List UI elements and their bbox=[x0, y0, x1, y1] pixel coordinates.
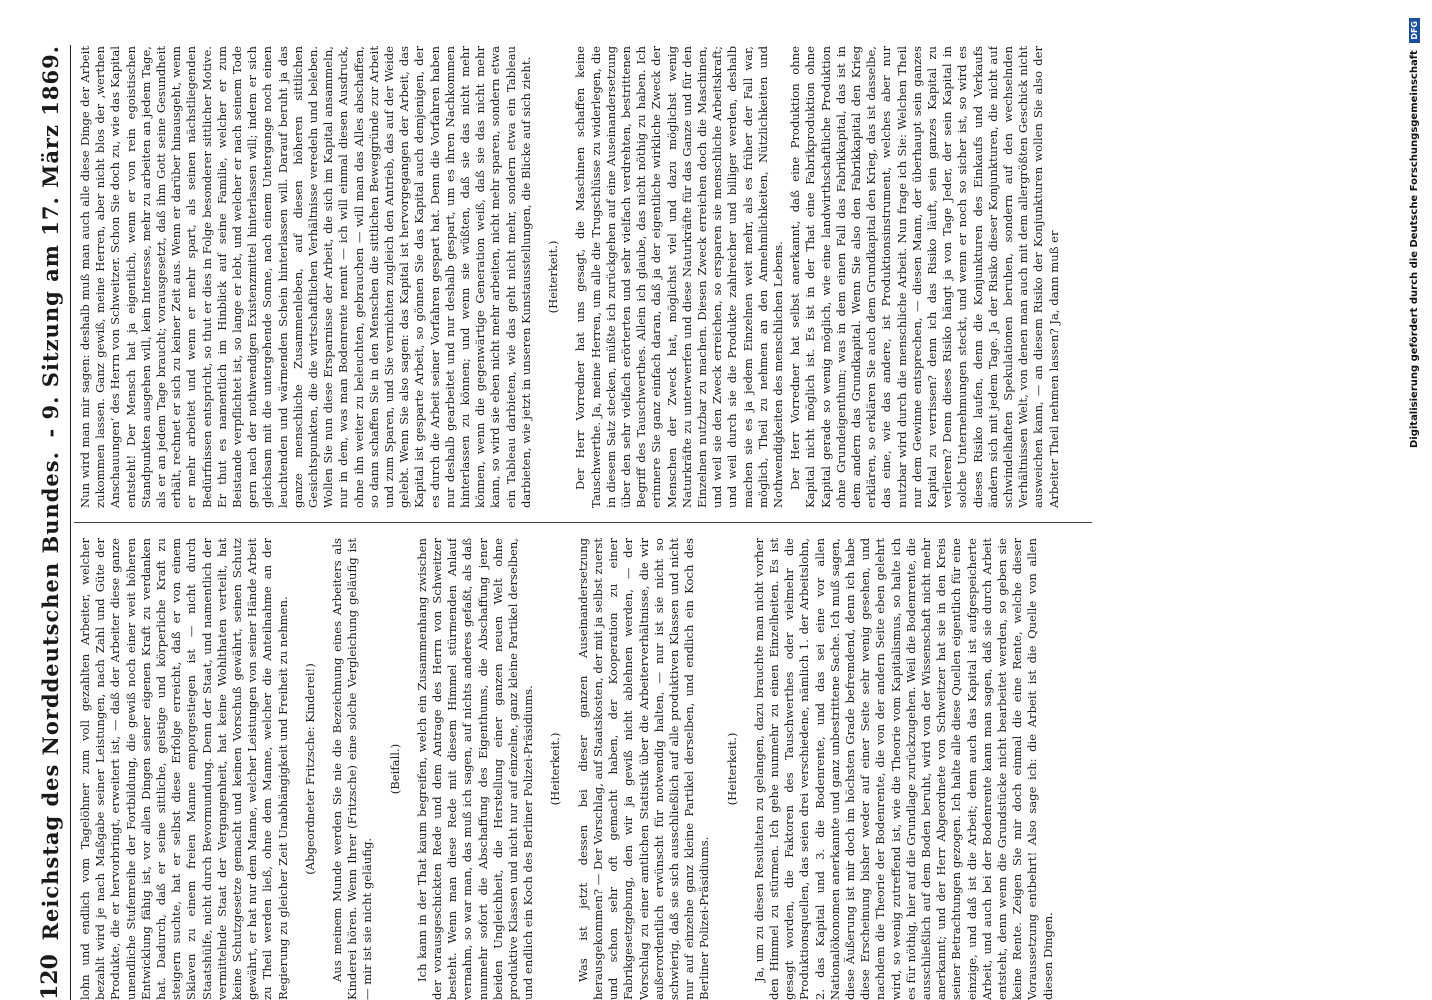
paragraph: Was ist jetzt dessen bei dieser ganzen Auseinandersetzung herausgekommen? — Der Vorschlag, auf Staatskosten, der mit ja selbst zuerst und schon sehr oft gemacht haben, der Kooperation zu einer Fabrikgesetzgebung, den wir ja gewiß nicht ablehnen werden, — der Vorschlag zu einer amtlichen Statistik über die Arbeiterverhältnisse, die wir außerordentlich erwünscht für notwendig halten, — nur ist sie nicht so schwierig, daß sie sich ausschließlich auf alle produktiven Klassen und nicht nur auf einzelne ganz kleine Partikel derselben, und endlich ein Koch des Berliner Polizei-Präsidiums. bbox=[575, 538, 712, 1000]
digitization-footer bbox=[1396, 0, 1432, 1000]
dfg-logo-icon: DFG bbox=[1409, 18, 1420, 43]
paragraph: Der Herr Vorredner hat selbst anerkannt, daß eine Produktion ohne Kapital nicht möglich ist. Es ist in der That eine Fabrikproduktion ohne Kapital gerade so wenig möglich, wie eine landwirthschaftliche Produktion ohne Grundeigenthum; was in dem einen Fall das Fabrikkapital, das ist in dem andern das Grundkapital. Wenn Sie also den Fabrikkapital den Krieg erklären, so erklären Sie auch dem Grundkapital den Krieg, das ist dasselbe, das eine, wie das andere, ist Produktionsinstrument, welches aber nur nutzbar wird durch die menschliche Arbeit. Nun frage ich Sie: Welchen Theil nur dem Gewinne entsprechen, — diesen Mann, der überhaupt sein ganzes Kapital zu verrissen? denn ich das Risiko läuft, sein ganzes Kapital zu verlieren? Denn dieses Risiko hängt ja von Tage Jeder, der sein Kapital in solche Unternehmungen steckt, und wenn er noch so sicher ist, so wird es dieses Risiko laufen, denn die Konjunkturen des Einkaufs und Verkaufs ändern sich mit jedem Tage. Ja der Risiko dieser Konjunkturen, die nicht auf schwindelhaften Spekulationen beruhen, sondern auf den wechselnden Verhältnissen Welt, von denen man auch mit dem allergrößten Geschick nicht ausweichen kann, — an diesem Risiko der Konjunkturen wollen Sie also der Arbeiter Theil nehmen lassen? Ja, dann muß er bbox=[788, 46, 1061, 508]
interjection: (Heiterkeit.) bbox=[724, 732, 739, 806]
left-column bbox=[78, 538, 1092, 1000]
paragraph: Aus meinem Munde werden Sie nie die Bezeichnung eines Arbeiters als Kinderei hören. Wenn Ihrer (Fritzsche) eine solche Vergleichung geläufig ist — mir ist sie nicht geläufig. bbox=[330, 538, 375, 1000]
footer-credit-text: Digitalisierung gefördert durch die Deutsche Forschungsgemeinschaft bbox=[1408, 50, 1420, 449]
interjection: (Heiterkeit.) bbox=[546, 240, 561, 314]
running-head-right: - 9. Sitzung am 17. März 1869. bbox=[37, 45, 63, 438]
interjection: (Abgeordneter Fritzsche: Kinderei!) bbox=[302, 663, 317, 875]
interjection: (Beifall.) bbox=[387, 743, 402, 795]
interjection: (Heiterkeit.) bbox=[548, 732, 563, 806]
page-content bbox=[30, 45, 1092, 1000]
page-number: 120 bbox=[37, 954, 63, 1000]
footer-inner bbox=[1396, 0, 1432, 1000]
paragraph: Ich kann in der That kaum begreifen, welch ein Zusammenhang zwischen der vorausgeschickten Rede und dem Antrage des Herrn von Schweitzer besteht. Wenn man diese Rede mit diesem Himmel stürmenden Anlauf vernahm, so war man, das muß ich sagen, auf nichts anderes gefaßt, als daß nunmehr sofort die Abschaffung des Eigenthums, die Abschaffung jener beiden Ungleichheit, die Herstellung einer ganzen neuen Welt ohne produktive Klassen und nicht nur auf einzelne, ganz kleine Partikel derselben, und endlich ein Koch des Berliner Polizei-Präsidiums. bbox=[414, 538, 536, 1000]
column-divider bbox=[74, 522, 1092, 523]
page-header bbox=[30, 45, 71, 1000]
paragraph: lohn und endlich vom Tagelöhner zum voll gezahlten Arbeiter, welcher bezahlt wird je nach Maßgabe seiner Leistungen, nach Zahl und Güte der Produkte, die er hervorbringt, erweitert ist, — daß der Arbeiter diese ganze unendliche Stufenreihe der Fortbildung, die gewiß noch einer weit höheren Entwicklung fähig ist, vor allen Dingen seiner eigenen Kraft zu verdanken hat. Dadurch, daß er seine sittliche, geistige und körperliche Kraft zu steigern suchte, hat er selbst diese Erfolge erreicht, daß er von einem Sklaven zu einem freien Manne emporgestiegen ist — nicht durch Staatshülfe, nicht durch Bevormundung. Denn der Staat, und namentlich der vermittelnde Staat der Vergangenheit, hat keine Wohlthaten verteilt, hat keine Schutzgesetze gemacht und keinen Vorschuß gewährt, seinen Schutz gewährt, er hat nur dem Manne, welcher Leistungen von seiner Hände Arbeit zu Theil werden ließ, ohne dem Manne, welcher die Anteilnahme an der Regierung zu gleicher Zeit Unabhängigkeit und Freiheit zu nehmen. bbox=[78, 538, 290, 1000]
right-column bbox=[78, 46, 1092, 508]
rotated-page bbox=[30, 45, 1092, 1000]
paragraph: Der Herr Vorredner hat uns gesagt, die Maschinen schaffen keine Tauschwerthe. Ja, meine Herren, um alle die Trugschlüsse zu widerlegen, die in diesem Satz stecken, müßte ich zurückgehen auf eine Auseinandersetzung über den sehr vielfach erörterten und sehr vielfach verdrehten, bestrittenen Begriff des Tauschwerthes. Allein ich glaube, das nicht nöthig zu haben. Ich erinnere Sie ganz einfach daran, daß ja der eigentliche wirkliche Zweck der Menschen der Zweck hat, möglichst viel und dazu möglichst wenig Naturkräfte zu unterwerfen und diese Naturkräfte für das Ganze und für den Einzelnen nutzbar zu machen. Diesen Zweck erreichen doch die Maschinen, und weil sie den Zweck erreichen, so ersparen sie menschliche Arbeitskraft; und weil durch sie die Produkte zahlreicher und billiger werden, deshalb machen sie es ja jedem Einzelnen weit mehr, als es früher der Fall war, möglich, Theil zu nehmen an den Annehmlichkeiten, Nützlichkeiten und Nothwendigkeiten des menschlichen Lebens. bbox=[573, 46, 785, 508]
paragraph: Nun wird man mir sagen: deshalb muß man auch alle diese Dinge der Arbeit zukommen lassen. Ganz gewiß, meine Herren, aber nicht blos der ‚werthen Anschauungen‘ des Herrn von Schweitzer. Schon Sie doch zu, wie das Kapital entsteht! Der Mensch hat ja eigentlich, wenn er von rein egoistischen Standpunkten ausgehen will, kein Interesse, mehr zu arbeiten an jedem Tage, als er an jedem Tage braucht; vorausgesetzt, daß ihm Gott seine Gesundheit erhält, rechnet er sich zu keiner Zeit aus. Wenn er darüber hinausgeht, wenn er mehr arbeitet und wenn er mehr spart, als seinen nächstliegenden Bedürfnissen entspricht, so thut er dies in Folge besonderer sittlicher Motive. Er thut es namentlich im Hinblick auf seine Familie, welcher er zum Beistande verpflichtet ist, so lange er lebt, und welcher er nach seinem Tode gern nach der nothwendigen Existenzmittel hinterlassen will; indem er sich gleichsam mit die untergehende Sonne, nach einem Untergange noch einen leuchtenden und wärmenden Schein hinterlassen will. Darauf beruht ja das ganze menschliche Zusammenleben, auf diesen höheren sittlichen Gesichtspunkten, die die wirtschaftlichen Verhältnisse veredeln und beleben. Wollen Sie nun diese Ersparnisse der Arbeit, die sich im Kapital ansammeln, nur in dem, was man Bodenrente nennt — ich will einmal diesen Ausdruck, ohne ihn weiter zu beleuchten, gebrauchen — will man das Alles abschaffen, so dann schaffen Sie in den Menschen die sittlichen Beweggründe zur Arbeit und zum Sparen, und Sie vernichten zugleich den Antrieb, das auf der Weide gelebt. Wenn Sie also sagen: das Kapital ist hervorgegangen der Arbeit, das Kapital ist gesparte Arbeit, so gönnen Sie das Kapital auch demjenigen, der es durch die Arbeit seiner Vorfahren gespart hat. Denn die Vorfahren haben nur deshalb gearbeitet und nur deshalb gespart, um es ihren Nachkommen hinterlassen zu können; und wenn sie wüßten, daß sie das nicht mehr können, wenn die gegenwärtige Generation weiß, daß sie das nicht mehr kann, so wird sie eben nicht mehr arbeiten, nicht mehr sparen, sondern etwa ein Tableau darbieten, wie das geht nicht mehr, sondern etwa ein Tableau darbieten, wie jetzt in unseren Kunstausstellungen, die Blicke auf sich zieht. bbox=[78, 46, 533, 508]
footer-credit bbox=[1409, 18, 1420, 448]
paragraph: Ja, um zu diesen Resultaten zu gelangen, dazu brauchte man nicht vorher den Himmel zu stürmen. Ich gehe nunmehr zu einen Einzelheiten. Es ist gesagt worden, die Faktoren des Tauschwerthes oder vielmehr die Produktionsquellen, das seien drei verschiedene, nämlich 1. der Arbeitslohn, 2. das Kapital und 3. die Bodenrente, und das sei eine vor allen Nationalökonomen anerkannte und ganz unbestrittene Sache. Ich muß sagen, diese Äußerung ist mir doch im höchsten Grade befremdend, denn ich habe diese Erscheinung bisher weder auf einer Seite sehr wenig gesehen, und nachdem die Theorie der Bodenrente, die von der andern Seite eben gelehrt wird, so wenig zutreffend ist, wie die Theorie vom Kapitalismus, so halte ich es für nöthig, hier auf die Grundlage zurückzugehen. Weil die Bodenrente, die ausschließlich auf dem Boden beruht, wird von der Wissenschaft nicht mehr anerkannt; und der Herr Abgeordnete von Schweitzer hat sie in den Kreis seiner Betrachtungen gezogen. Ich halte alle diese Quellen eigentlich für eine einzige, und daß ist die Arbeit; denn auch das Kapital ist aufgespeicherte Arbeit, und auch bei der Bodenrente kann man sagen, daß sie durch Arbeit entsteht, denn wenn die Grundstücke nicht bearbeitet werden, so geben sie keine Rente. Zeigen Sie mir doch einmal die eine Rente, welche dieser Voraussetzung entbehrt! Also sage ich: die Arbeit ist die Quelle von allen diesen Dingen. bbox=[751, 538, 1055, 1000]
running-head-left: Reichstag des Norddeutschen Bundes. bbox=[37, 451, 63, 941]
